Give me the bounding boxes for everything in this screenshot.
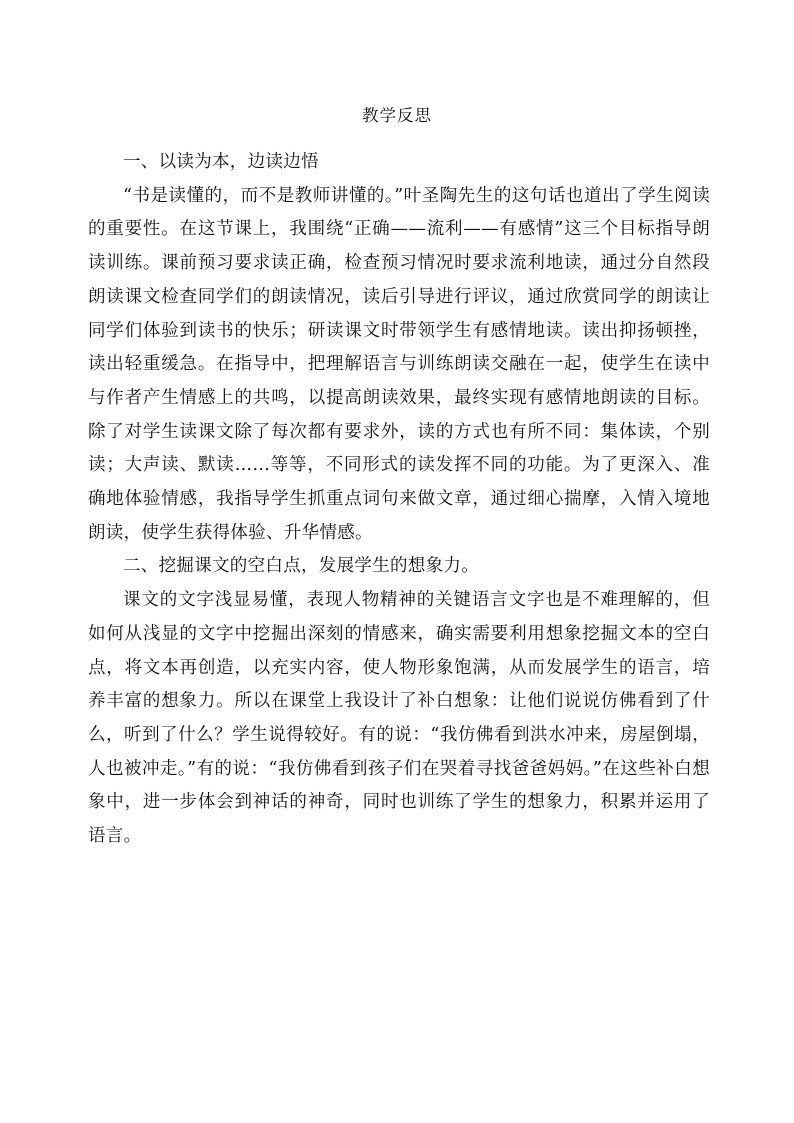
document-body	[88, 146, 710, 854]
section-heading-1: 一、以读为本，边读边悟	[123, 152, 319, 172]
body-paragraph-1: “书是读懂的，而不是教师讲懂的。”叶圣陶先生的这句话也道出了学生阅读的重要性。在这节课上，我围绕“正确——流利——有感情”这三个目标指导朗读训练。课前预习要求读正确，检查预习情况时要求流利地读，通过分自然段朗读课文检查同学们的朗读情况，读后引导进行评议，通过欣赏同学的朗读让同学们体验到读书的快乐；研读课文时带领学生有感情地读。读出抑扬顿挫，读出轻重缓急。在指导中，把理解语言与训练朗读交融在一起，使学生在读中与作者产生情感上的共鸣，以提高朗读效果，最终实现有感情地朗读的目标。除了对学生读课文除了每次都有要求外，读的方式也有所不同：集体读，个别读；大声读、默读……等等，不同形式的读发挥不同的功能。为了更深入、准确地体验情感，我指导学生抓重点词句来做文章，通过细心揣摩，入情入境地朗读，使学生获得体验、升华情感。	[88, 185, 710, 543]
document-title: 教学反思	[362, 106, 432, 125]
body-paragraph-2: 课文的文字浅显易懂，表现人物精神的关键语言文字也是不难理解的，但如何从浅显的文字中挖掘出深刻的情感来，确实需要利用想象挖掘文本的空白点，将文本再创造，以充实内容，使人物形象饱满，从而发展学生的语言，培养丰富的想象力。所以在课堂上我设计了补白想象：让他们说说仿佛看到了什么，听到了什么？学生说得较好。有的说：“我仿佛看到洪水冲来，房屋倒塌，人也被冲走。”有的说：“我仿佛看到孩子们在哭着寻找爸爸妈妈。”在这些补白想象中，进一步体会到神话的神奇，同时也训练了学生的想象力，积累并运用了语言。	[88, 590, 710, 847]
section-heading-2: 二、挖掘课文的空白点，发展学生的想象力。	[123, 556, 479, 577]
